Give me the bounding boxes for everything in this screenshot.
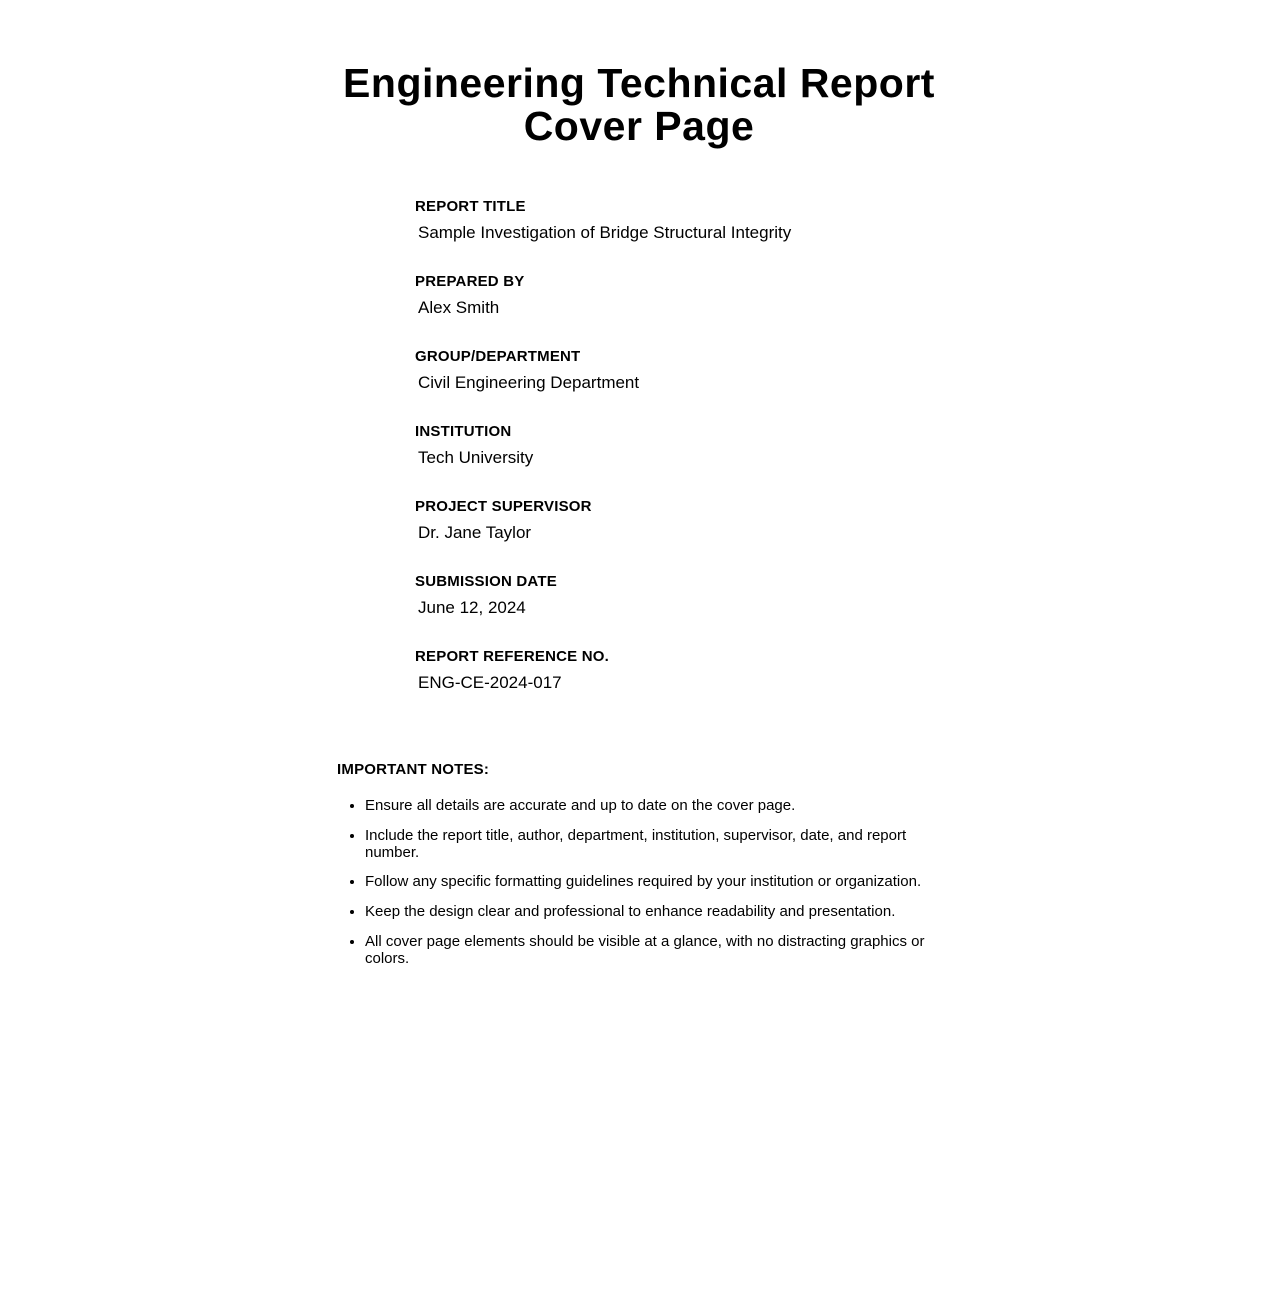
field-label-report-title: REPORT TITLE (415, 198, 526, 216)
note-item: • Ensure all details are accurate and up to date on the cover page. (365, 798, 937, 815)
note-item: • Follow any specific formatting guidelines required by your institution or organization. (365, 874, 937, 891)
note-item: • Keep the design clear and professional to enhance readability and presentation. (365, 904, 937, 921)
field-report-reference-no (415, 648, 1278, 693)
field-value-prepared-by: Alex Smith (418, 298, 500, 318)
field-project-supervisor (415, 498, 1278, 543)
page-title-line-1: Engineering Technical Report (343, 60, 935, 106)
page-title-line-2: Cover Page (523, 103, 755, 150)
field-value-report-reference-no: ENG-CE-2024-017 (418, 673, 562, 693)
field-value-institution: Tech University (418, 448, 534, 468)
field-label-submission-date: SUBMISSION DATE (415, 573, 557, 591)
important-notes-section (337, 761, 1278, 968)
field-value-project-supervisor: Dr. Jane Taylor (418, 523, 532, 543)
field-label-project-supervisor: PROJECT SUPERVISOR (415, 498, 592, 516)
page-title (0, 0, 1278, 148)
important-notes-heading: IMPORTANT NOTES: (337, 761, 490, 779)
cover-fields (415, 198, 1278, 693)
field-value-submission-date: June 12, 2024 (418, 598, 526, 618)
field-value-group-department: Civil Engineering Department (418, 373, 640, 393)
field-report-title (415, 198, 1278, 243)
field-institution (415, 423, 1278, 468)
field-value-report-title: Sample Investigation of Bridge Structural Integrity (418, 223, 792, 243)
field-submission-date (415, 573, 1278, 618)
note-item: • Include the report title, author, department, institution, supervisor, date, and report number. (365, 828, 937, 862)
important-notes-list (337, 798, 937, 968)
field-label-prepared-by: PREPARED BY (415, 273, 525, 291)
field-prepared-by (415, 273, 1278, 318)
note-item: • All cover page elements should be visible at a glance, with no distracting graphics or colors. (365, 934, 937, 968)
field-label-institution: INSTITUTION (415, 423, 512, 441)
field-label-group-department: GROUP/DEPARTMENT (415, 348, 581, 366)
field-label-report-reference-no: REPORT REFERENCE NO. (415, 648, 610, 666)
field-group-department (415, 348, 1278, 393)
